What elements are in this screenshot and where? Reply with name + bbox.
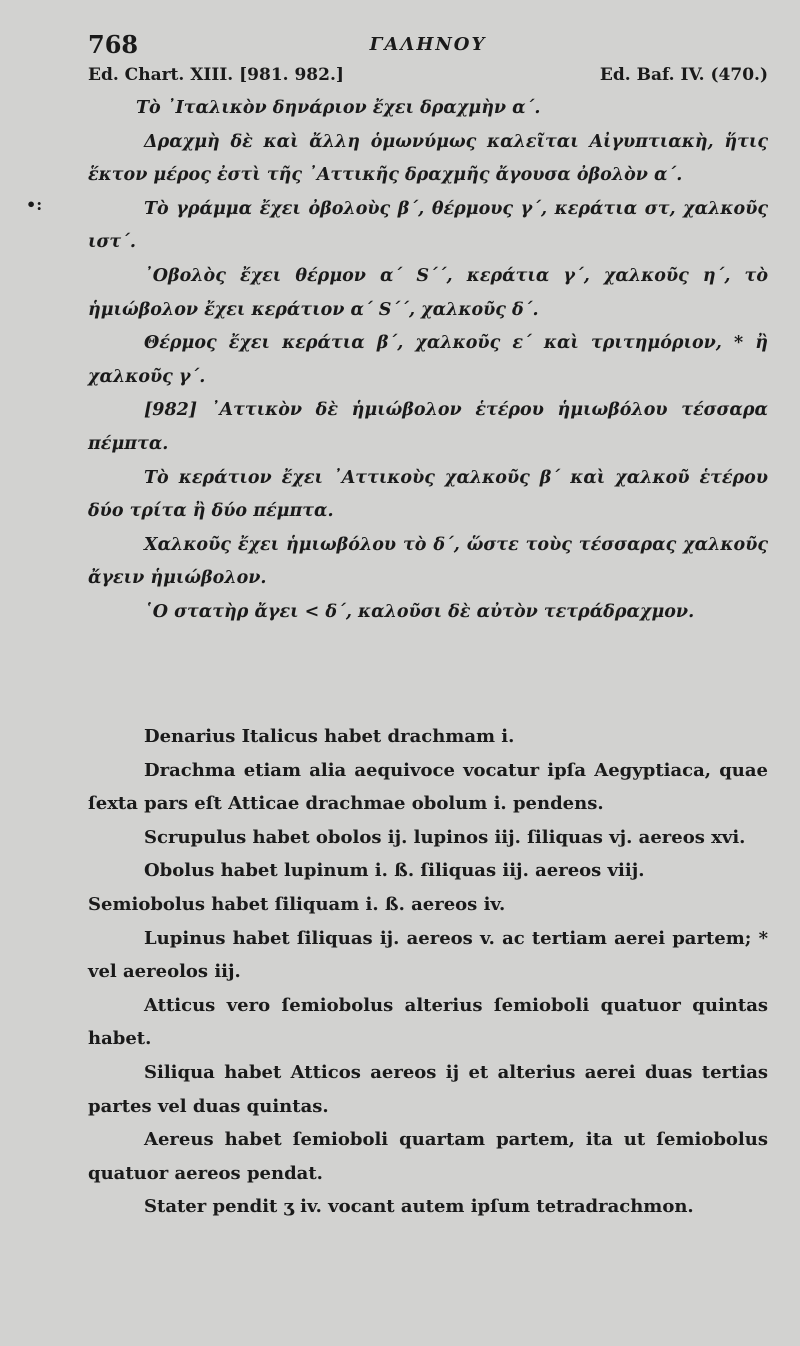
- greek-paragraph: Τὸ γράμμα ἔχει ὀβολοὺς β΄, θέρμους γ΄, κεράτια στ, χαλκοῦς ιστ΄.: [88, 198, 768, 253]
- greek-paragraph: Τὸ κεράτιον ἔχει ᾿Αττικοὺς χαλκοῦς β΄ καὶ χαλκοῦ ἑτέρου δύο τρίτα ἢ δύο πέμπτα.: [88, 467, 768, 522]
- greek-paragraph: ῾Ο στατὴρ ἄγει < δ΄, καλοῦσι δὲ αὐτὸν τετράδραχμον.: [144, 601, 695, 622]
- latin-paragraph: Aereus habet ſemioboli quartam partem, ita ut ſemiobolus quatuor aereos pendat.: [88, 1129, 768, 1184]
- greek-paragraph: Χαλκοῦς ἔχει ἡμιωβόλου τὸ δ΄, ὥστε τοὺς τέσσαρας χαλκοῦς ἄγειν ἡμιώβολον.: [88, 534, 768, 589]
- latin-paragraph: Denarius Italicus habet drachmam i.: [144, 726, 515, 747]
- latin-paragraph: Semiobolus habet ſiliquam i. ß. aereos iv.: [88, 893, 506, 915]
- latin-paragraph: Obolus habet lupinum i. ß. ſiliquas iij. aereos viij.: [144, 860, 645, 882]
- greek-paragraph: Τὸ ᾿Ιταλικὸν δηνάριον ἔχει δραχμὴν α΄.: [136, 98, 541, 118]
- greek-text-block: [88, 92, 768, 630]
- edition-reference-row: [88, 65, 768, 91]
- latin-paragraph: Stater pendit ʒ iv. vocant autem ipſum tetradrachmon.: [144, 1196, 694, 1218]
- page-number: 768: [88, 30, 139, 59]
- greek-paragraph: [982] ᾿Αττικὸν δὲ ἡμιώβολον ἑτέρου ἡμιωβόλου τέσσαρα πέμπτα.: [88, 400, 768, 454]
- page-header: [88, 30, 768, 64]
- latin-paragraph: Scrupulus habet obolos ij. lupinos iij. ſiliquas vj. aereos xvi.: [144, 826, 746, 848]
- latin-paragraph: Atticus vero ſemiobolus alterius ſemioboli quatuor quintas habet.: [88, 994, 768, 1050]
- latin-paragraph: Siliqua habet Atticos aereos ij et alterius aerei duas tertias partes vel duas quintas.: [88, 1061, 768, 1117]
- greek-paragraph: Δραχμὴ δὲ καὶ ἄλλη ὁμωνύμως καλεῖται Αἰγυπτιακὴ, ἥτις ἕκτον μέρος ἐστὶ τῆς ᾿Αττικῆς δραχμῆς ἄγουσα ὀβολὸν α΄.: [88, 131, 768, 186]
- latin-paragraph: Lupinus habet ſiliquas ij. aereos v. ac tertiam aerei partem; * vel aereolos iij.: [88, 927, 768, 983]
- latin-text-block: [88, 720, 768, 1224]
- edition-basel-reference: Ed. Baf. IV. (470.): [599, 65, 768, 85]
- margin-mark: •:: [26, 195, 43, 214]
- greek-paragraph: ᾿Οβολὸς ἔχει θέρμον α΄ S΄΄, κεράτια γ΄, χαλκοῦς η΄, τὸ ἡμιώβολον ἔχει κεράτιον α΄ S΄΄, χαλκοῦς δ΄.: [88, 265, 768, 320]
- latin-paragraph: Drachma etiam alia aequivoce vocatur ipſa Aegyptiaca, quae ſexta pars eſt Atticae drachmae obolum i. pendens.: [88, 759, 768, 815]
- greek-paragraph: Θέρμος ἔχει κεράτια β΄, χαλκοῦς ε΄ καὶ τριτημόριον, * ἢ χαλκοῦς γ΄.: [88, 333, 768, 387]
- running-title: ΓΑΛΗΝΟΥ: [369, 34, 487, 55]
- edition-chart-reference: Ed. Chart. XIII. [981. 982.]: [88, 65, 344, 85]
